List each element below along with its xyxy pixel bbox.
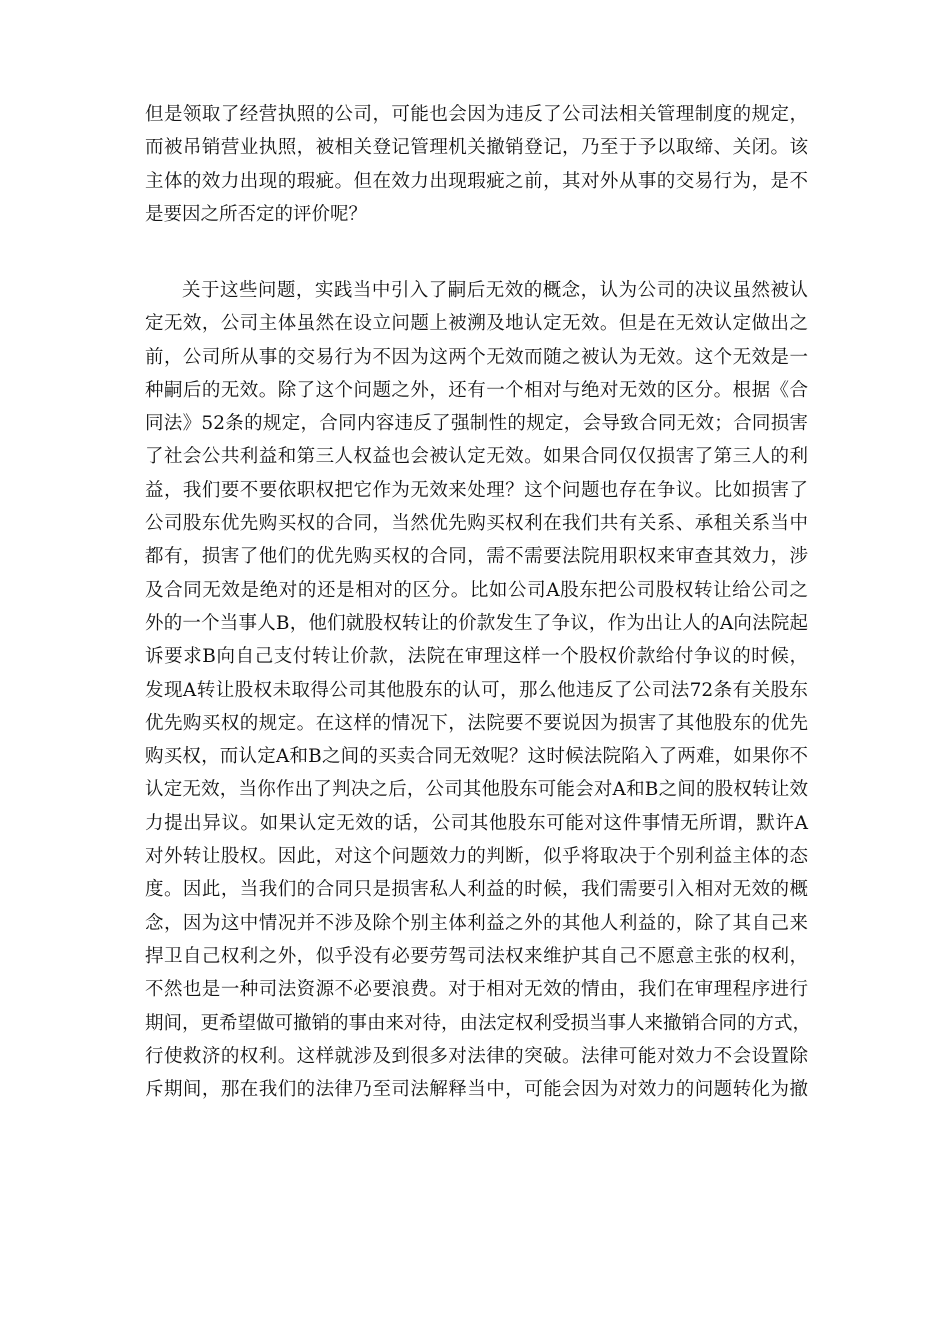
text-line: 行使救济的权利。这样就涉及到很多对法律的突破。法律可能对效力不会设置除 [145,1045,808,1067]
paragraph-2 [145,274,812,1106]
paragraph-1 [145,98,808,231]
text-line: 但是领取了经营执照的公司，可能也会因为违反了公司法相关管理制度的规定， [145,104,808,125]
text-line: 外的一个当事人B，他们就股权转让的价款发生了争议，作为出让人的A向法院起 [145,612,808,634]
text-line: 而被吊销营业执照，被相关登记管理机关撤销登记，乃至于予以取缔、关闭。该 [145,137,808,159]
text-line: 斥期间，那在我们的法律乃至司法解释当中，可能会因为对效力的问题转化为撤 [145,1079,808,1101]
text-line: 都有，损害了他们的优先购买权的合同，需不需要法院用职权来审查其效力，涉 [145,546,808,568]
text-line: 前，公司所从事的交易行为不因为这两个无效而随之被认为无效。这个无效是一 [145,346,808,368]
text-line: 期间，更希望做可撤销的事由来对待，由法定权利受损当事人来撤销合同的方式， [145,1012,812,1034]
text-line: 公司股东优先购买权的合同，当然优先购买权利在我们共有关系、承租关系当中 [145,513,808,535]
text-line: 力提出异议。如果认定无效的话，公司其他股东可能对这件事情无所谓，默许A [145,812,808,834]
text-line: 购买权，而认定A和B之间的买卖合同无效呢？这时候法院陷入了两难，如果你不 [145,746,808,768]
text-line: 认定无效，当你作出了判决之后，公司其他股东可能会对A和B之间的股权转让效 [145,779,808,801]
text-line: 关于这些问题，实践当中引入了嗣后无效的概念，认为公司的决议虽然被认 [182,280,808,301]
text-line: 益，我们要不要依职权把它作为无效来处理？这个问题也存在争议。比如损害了 [145,479,808,501]
text-line: 种嗣后的无效。除了这个问题之外，还有一个相对与绝对无效的区分。根据《合 [145,379,808,401]
text-line: 度。因此，当我们的合同只是损害私人利益的时候，我们需要引入相对无效的概 [145,879,808,901]
text-line: 诉要求B向自己支付转让价款，法院在审理这样一个股权价款给付争议的时候， [145,646,808,668]
text-line: 对外转让股权。因此，对这个问题效力的判断，似乎将取决于个别利益主体的态 [145,846,808,868]
text-line: 及合同无效是绝对的还是相对的区分。比如公司A股东把公司股权转让给公司之 [145,579,808,601]
text-line: 主体的效力出现的瑕疵。但在效力出现瑕疵之前，其对外从事的交易行为，是不 [145,170,808,192]
text-line: 同法》52条的规定，合同内容违反了强制性的规定，会导致合同无效；合同损害 [145,413,808,435]
text-line: 优先购买权的规定。在这样的情况下，法院要不要说因为损害了其他股东的优先 [145,712,808,734]
text-line: 了社会公共利益和第三人权益也会被认定无效。如果合同仅仅损害了第三人的利 [145,446,808,468]
text-line: 念，因为这中情况并不涉及除个别主体利益之外的其他人利益的，除了其自己来 [145,912,808,934]
text-line: 定无效，公司主体虽然在设立问题上被溯及地认定无效。但是在无效认定做出之 [145,313,808,335]
text-line: 是要因之所否定的评价呢？ [145,203,368,225]
text-line: 捍卫自己权利之外，似乎没有必要劳驾司法权来维护其自己不愿意主张的权利， [145,945,808,967]
text-line: 发现A转让股权未取得公司其他股东的认可，那么他违反了公司法72条有关股东 [145,679,808,701]
text-line: 不然也是一种司法资源不必要浪费。对于相对无效的情由，我们在审理程序进行 [145,979,808,1001]
